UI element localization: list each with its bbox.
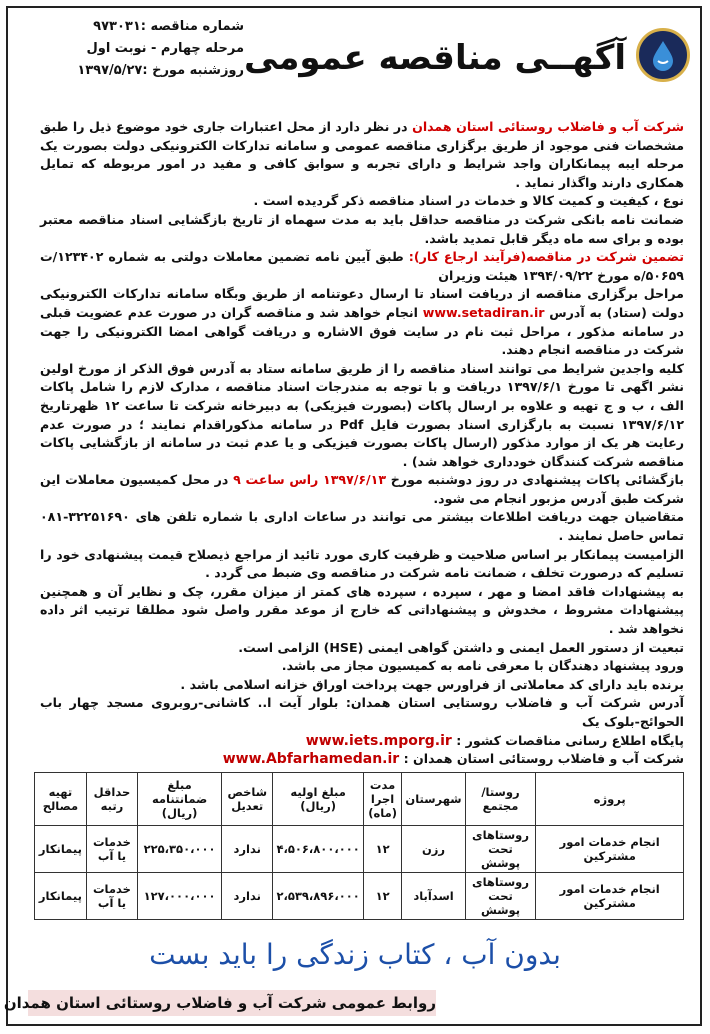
table-header: شهرستان — [402, 773, 465, 826]
header — [14, 12, 696, 112]
paragraph-address: آدرس شرکت آب و فاضلاب روستایی استان همدان: بلوار آیت ا.. کاشانی-روبروی مسجد چهار باب الحوائج-بلوک یک — [40, 695, 684, 729]
paragraph-setad — [40, 285, 684, 359]
footer-public-relations: روابط عمومی شرکت آب و فاضلاب روستائی استان همدان — [28, 990, 436, 1016]
paragraph-qualification: الزامیست پیمانکار بر اساس صلاحیت و ظرفیت کاری مورد تائید از مراجع ذیصلاح قیمت پیشنهادی خود را تسلیم که درصورت تخلف ، ضمانت نامه شرکت در مناقصه وی ضبط می گردد . — [40, 546, 684, 581]
iets-link[interactable]: www.iets.mporg.ir — [305, 732, 452, 749]
table-cell: ۲،۵۳۹،۸۹۶،۰۰۰ — [273, 873, 363, 920]
table-header: مبلغ ضمانتنامه (ریال) — [138, 773, 222, 826]
opening-text-b: در محل کمیسیون معاملات این شرکت طبق آدرس مزبور انجام می شود. — [40, 472, 684, 506]
table-cell: ۲۲۵،۳۵۰،۰۰۰ — [138, 826, 222, 873]
table-header: تهیه مصالح — [35, 773, 87, 826]
setad-link[interactable]: www.setadiran.ir — [422, 304, 545, 320]
paragraph-opening — [40, 471, 684, 508]
paragraph-website — [40, 750, 684, 769]
paragraph-guarantee-rule — [40, 248, 684, 285]
table-cell: خدمات یا آب — [86, 873, 137, 920]
guarantee-label: تضمین شرکت در مناقصه(فرآیند ارجاع کار): — [408, 249, 684, 265]
table-header: حداقل رتبه — [86, 773, 137, 826]
table-cell: پیمانکار — [35, 873, 87, 920]
setad-text-a: مراحل برگزاری مناقصه از دریافت اسناد تا ارسال دعوتنامه از طریق وبگاه سامانه تدارکات الکترونیکی دولت (ستاد) به آدرس — [40, 286, 684, 320]
paragraph-rejection: به پیشنهادات فاقد امضا و مهر ، سپرده ، سپرده های کمتر از میزان مقرر، چک و نظایر آن و همچنین پیشنهادات مشروط ، مخدوش و پیشنهاداتی که خارج از موعد مقرر واصل شود مطلقا ترتیب اثر داده نخواهد شد . — [40, 583, 684, 637]
paragraph-quality: نوع ، کیفیت و کمیت کالا و خدمات در اسناد مناقصه ذکر گردیده است . — [253, 193, 684, 209]
table-cell: ۴،۵۰۶،۸۰۰،۰۰۰ — [273, 826, 363, 873]
table-cell: انجام خدمات امور مشترکین — [536, 826, 684, 873]
opening-date: ۱۳۹۷/۶/۱۳ راس ساعت ۹ — [233, 472, 387, 488]
website-link[interactable]: www.Abfarhamedan.ir — [222, 751, 400, 768]
table-cell: روستاهای تحت پوشش — [465, 873, 536, 920]
table-header: پروژه — [536, 773, 684, 826]
table-header: مبلغ اولیه (ریال) — [273, 773, 363, 826]
tender-stage: مرحله چهارم - نوبت اول — [86, 41, 244, 56]
paragraph-guarantee: ضمانت نامه بانکی شرکت در مناقصه حداقل باید به مدت سهماه از تاریخ بازگشایی اسناد مناقصه معتبر بوده و برای سه ماه دیگر قابل تمدید باشد. — [40, 211, 684, 246]
paragraph-documents: کلیه واجدین شرایط می توانند اسناد مناقصه را از طریق سامانه ستاد به آدرس فوق الذکر از مورخ اولین نشر اگهی تا مورخ ۱۳۹۷/۶/۱ دریافت و با توجه به مندرجات اسناد مناقصه ، مدارک لازم را شامل پاکات الف ، ب و ج تهیه و علاوه بر ارسال پاکات (بصورت فیزیکی) به دبیرخانه شرکت تا ساعت ۱۲ ظهرتاریخ ۱۳۹۷/۶/۱۲ نسبت به بارگزاری اسناد بصورت فایل Pdf در سامانه مذکوراقدام نمایند ؛ در صورت عدم رعایت هر یک از موارد مذکور (ارسال پاکات بصورت فیزیکی و یا عدم ثبت در سامانه از بازگشایی پاکات مناقصه شرکت کنندگان خودداری خواهد شد) . — [40, 360, 685, 469]
iets-label: پایگاه اطلاع رسانی مناقصات کشور : — [451, 732, 684, 748]
notice-body — [40, 118, 684, 769]
opening-text-a: بازگشائی پاکات پیشنهادی در روز دوشنبه مورخ — [386, 472, 684, 488]
tender-table-wrap — [34, 772, 684, 920]
paragraph-hse: تبعیت از دستور العمل ایمنی و داشتن گواهی ایمنی (HSE) الزامی است. — [238, 639, 684, 655]
paragraph-trade-code: برنده باید دارای کد معاملاتی از فراورس جهت پرداخت اوراق خزانه اسلامی باشد . — [180, 676, 684, 692]
tender-meta — [14, 16, 244, 82]
paragraph-iets — [40, 732, 684, 751]
paragraph-intro — [40, 118, 684, 192]
intro-text: در نظر دارد از محل اعتبارات جاری خود موضوع ذیل را طبق مشخصات فنی موجود از طریق برگزاری مناقصه عمومی و سامانه تدارکات الکترونیکی دولت بصورت یک مرحله ایبه پیمانکاران واجد شرایط و دارای تجربه و سوابق کافی و مفید در امور مربوطه که تمایل همکاری دارند واگذار نماید . — [40, 119, 684, 190]
table-cell: خدمات یا آب — [86, 826, 137, 873]
tender-number: شماره مناقصه :۹۷۳۰۳۱ — [93, 19, 244, 34]
setad-text-b: انجام خواهد شد و مناقصه گران در صورت عدم عضویت قبلی در سامانه مذکور ، مراحل ثبت نام در سایت فوق الاشاره و دریافت گواهی امضا الکترونیکی را جهت شرکت در مناقصه انجام دهند. — [40, 304, 684, 358]
table-header: مدت اجرا (ماه) — [363, 773, 402, 826]
table-row — [35, 873, 684, 920]
table-header: شاخص تعدیل — [222, 773, 273, 826]
guarantee-text: طبق آیین نامه تضمین معاملات دولتی به شماره ۱۲۳۴۰۲/ت ۵۰۶۵۹/ه مورخ ۱۳۹۴/۰۹/۲۲ هیئت وزیران — [40, 249, 684, 283]
table-cell: ندارد — [222, 873, 273, 920]
org-name: شرکت آب و فاضلاب روستائی استان همدان — [412, 119, 685, 134]
table-row — [35, 826, 684, 873]
tender-table — [34, 772, 684, 920]
table-cell: پیمانکار — [35, 826, 87, 873]
table-cell: روستاهای تحت پوشش — [465, 826, 536, 873]
table-cell: اسدآباد — [402, 873, 465, 920]
tender-date: روزشنبه مورخ :۱۳۹۷/۵/۲۷ — [77, 63, 244, 78]
table-cell: ۱۲ — [363, 873, 402, 920]
table-cell: انجام خدمات امور مشترکین — [536, 873, 684, 920]
table-cell: ندارد — [222, 826, 273, 873]
table-header-row — [35, 773, 684, 826]
table-header: روستا/مجتمع — [465, 773, 536, 826]
table-cell: رزن — [402, 826, 465, 873]
slogan: بدون آب ، کتاب زندگی را باید بست — [149, 938, 561, 971]
paragraph-entry: ورود پیشنهاد دهندگان با معرفی نامه به کمیسیون مجاز می باشد. — [281, 658, 684, 674]
paragraph-phone: متقاضیان جهت دریافت اطلاعات بیشتر می توانند در ساعات اداری با شماره تلفن های ۳۲۲۵۱۶۹۰-۰۸۱ تماس حاصل نمایند . — [40, 509, 684, 544]
table-cell: ۱۲۷،۰۰۰،۰۰۰ — [138, 873, 222, 920]
page-title: آگهــی مناقصه عمومی — [243, 38, 626, 78]
company-logo — [636, 28, 690, 82]
table-cell: ۱۲ — [363, 826, 402, 873]
website-label: شرکت آب و فاضلاب روستائی استان همدان : — [399, 751, 684, 767]
